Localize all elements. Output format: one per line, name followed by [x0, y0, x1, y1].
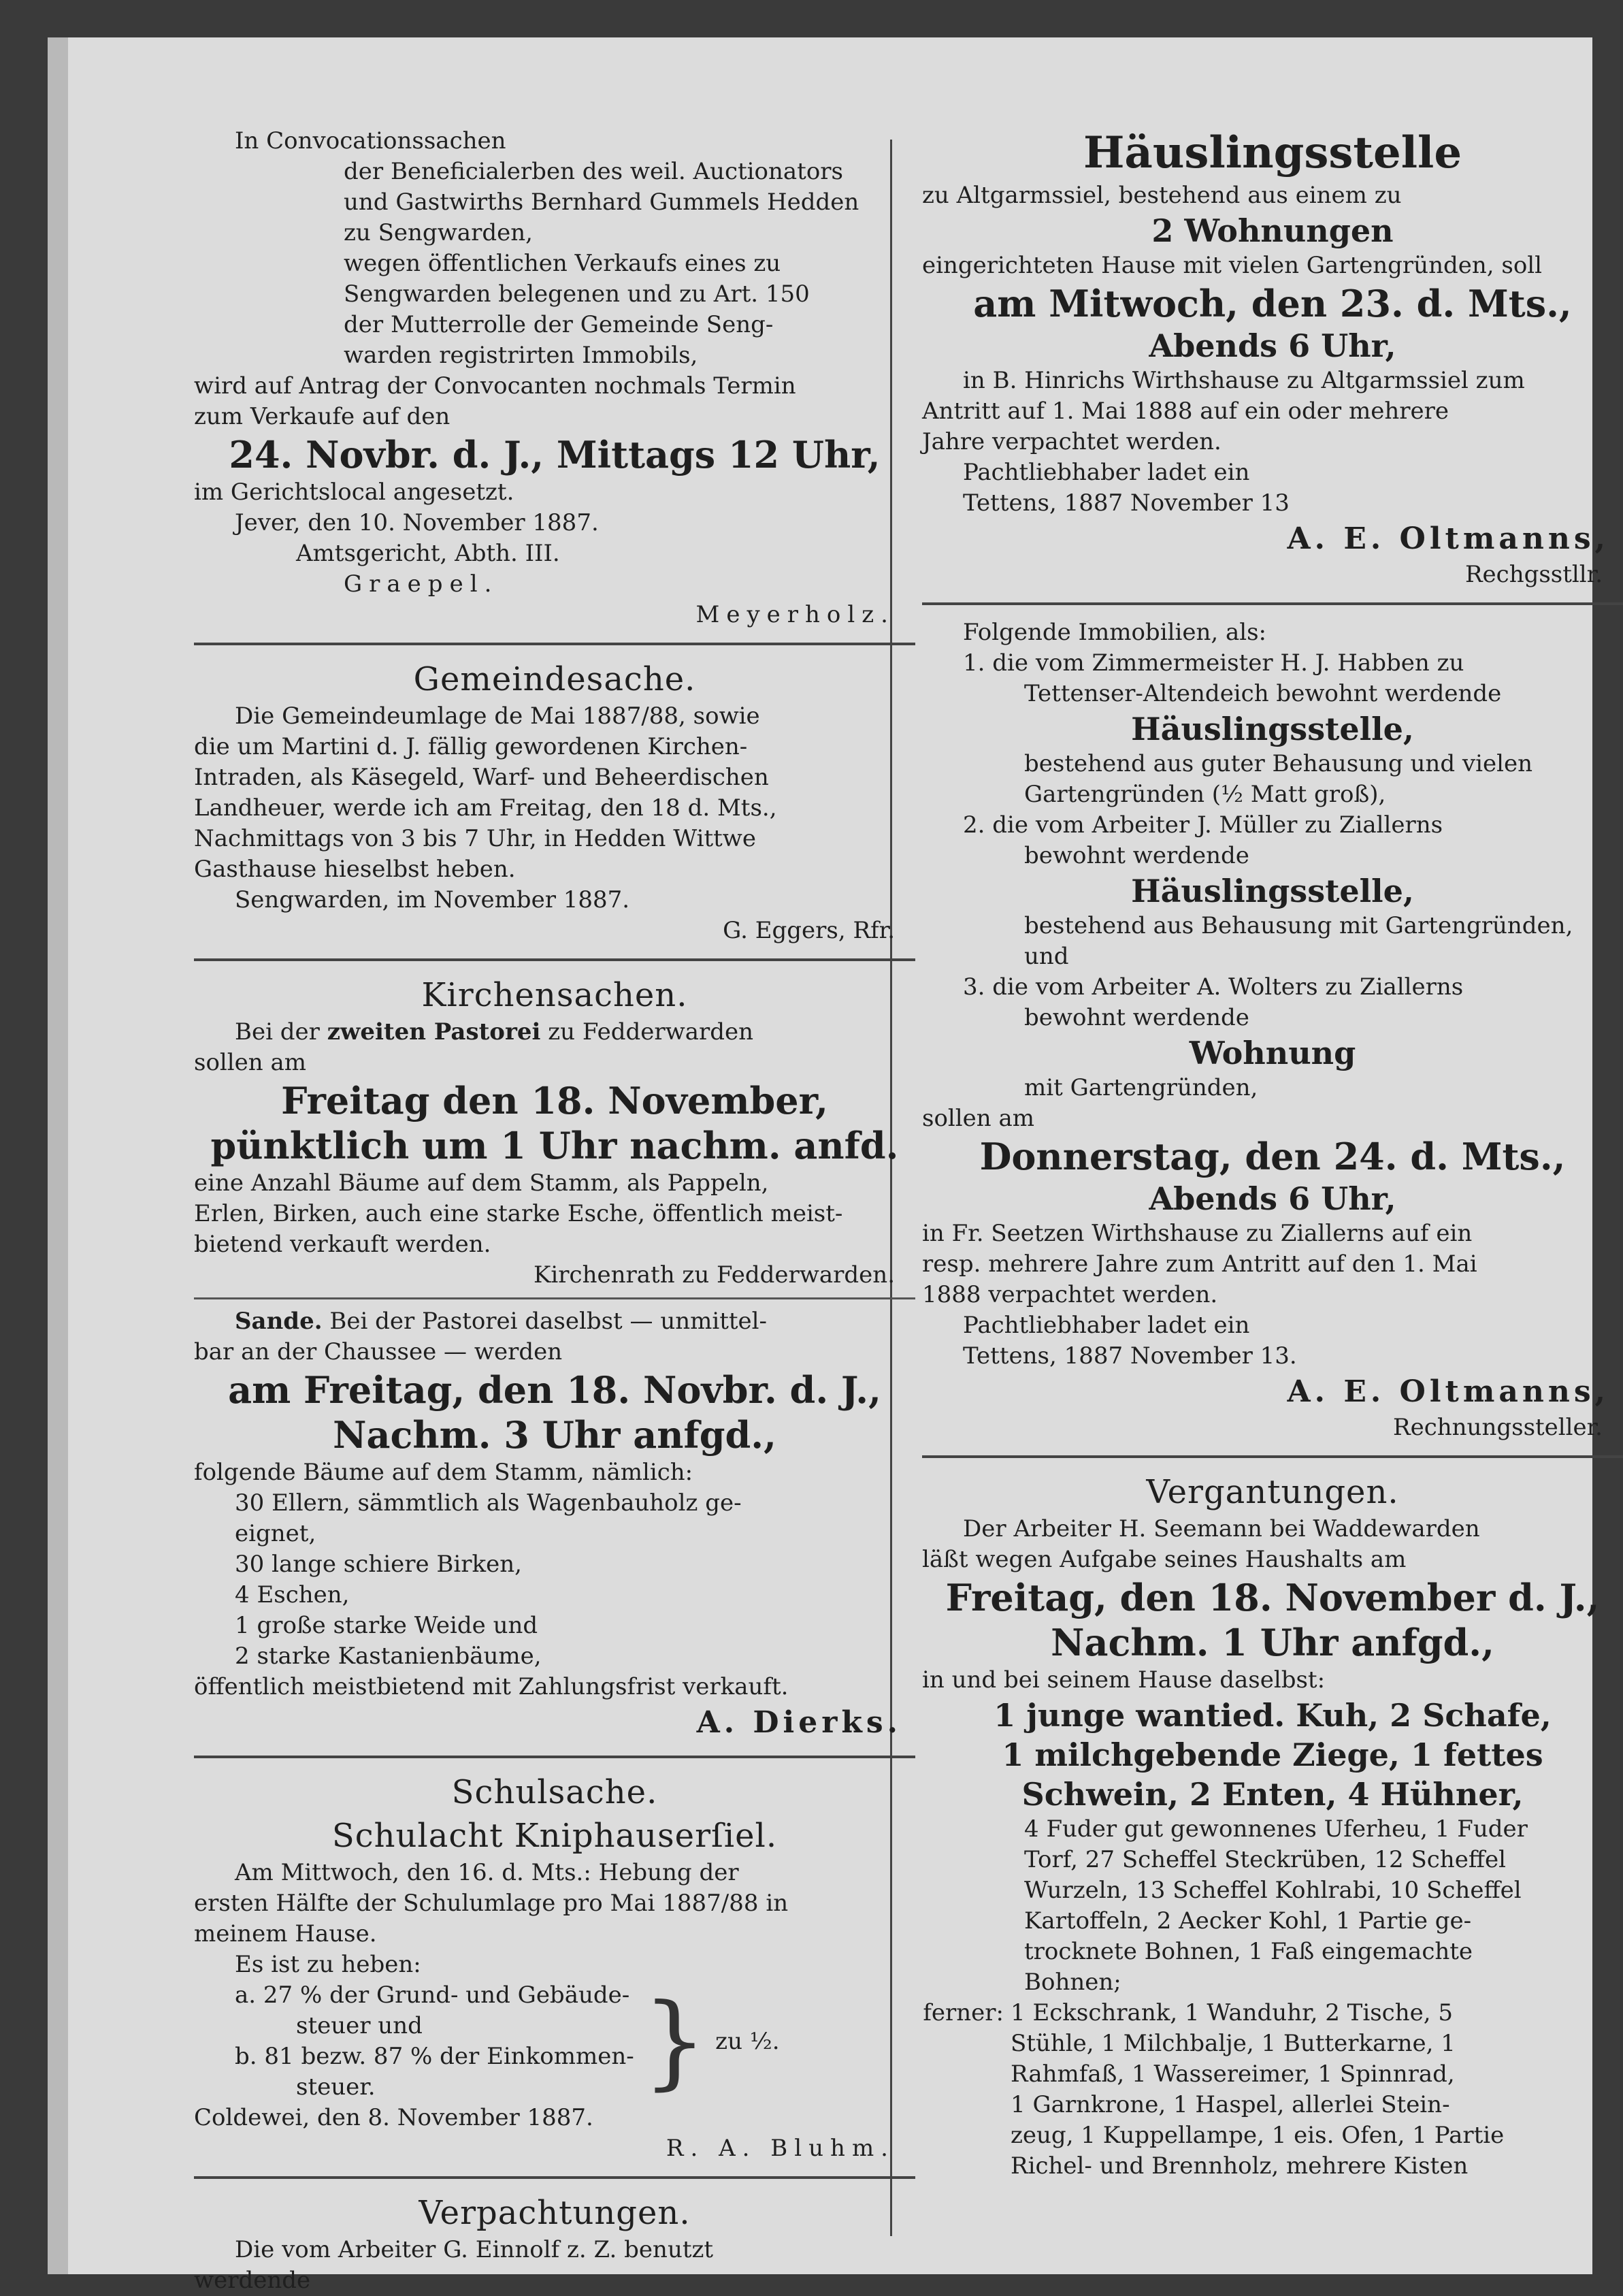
- list-item: zeug, 1 Kuppellampe, 1 eis. Ofen, 1 Partie: [1011, 2122, 1505, 2149]
- section-heading: Schulsache.: [451, 1773, 658, 1811]
- text-line: der Beneficialerben des weil. Auctionators: [344, 158, 844, 185]
- list-item: Richel- und Brennholz, mehrere Kisten: [1011, 2152, 1469, 2180]
- emphasis: zweiten Pastorei: [327, 1018, 541, 1046]
- auction-date: 24. Novbr. d. J., Mittags 12 Uhr,: [229, 433, 881, 476]
- text-line: der Mutterrolle der Gemeinde Seng-: [344, 311, 774, 338]
- text-line: Erlen, Birken, auch eine starke Esche, öffentlich meist-: [194, 1200, 843, 1227]
- text-line: bestehend aus Behausung mit Gartengründen,: [1024, 912, 1573, 939]
- tax-table: [194, 1980, 915, 2103]
- text-span: Bei der Pastorei daselbst — unmittel-: [329, 1308, 768, 1335]
- signature: R. A. Bluhm.: [666, 2135, 895, 2162]
- text-line: bar an der Chaussee — werden: [194, 1338, 563, 1365]
- text-line: Der Arbeiter H. Seemann bei Waddewarden: [963, 1515, 1480, 1542]
- list-item: Stühle, 1 Milchbalje, 1 Butterkarne, 1: [1011, 2030, 1456, 2057]
- signature-title: Rechnungssteller.: [1393, 1414, 1603, 1441]
- ferner-items: [1011, 1998, 1504, 2182]
- divider: [194, 643, 915, 645]
- text-line: wird auf Antrag der Convocanten nochmals Termin: [194, 372, 796, 400]
- text-line: sollen am: [194, 1049, 307, 1076]
- text-line: Coldewei, den 8. November 1887.: [194, 2104, 593, 2131]
- text-line: werdende: [194, 2267, 311, 2294]
- text-line: Tettenser-Altendeich bewohnt werdende: [1024, 680, 1502, 707]
- list-item: 2 starke Kastanienbäume,: [235, 1643, 542, 1670]
- newspaper-page: [48, 37, 1609, 2294]
- list-item: 3. die vom Arbeiter A. Wolters zu Ziallerns: [963, 973, 1464, 1001]
- livestock-line: 1 milchgebende Ziege, 1 fettes: [1002, 1736, 1543, 1773]
- sale-time: pünktlich um 1 Uhr nachm. anfd.: [210, 1124, 899, 1167]
- sale-date: am Freitag, den 18. Novbr. d. J.,: [228, 1368, 881, 1412]
- text-line: die um Martini d. J. fällig gewordenen Kirchen-: [194, 733, 748, 760]
- list-item: a. 27 % der Grund- und Gebäude-: [235, 1982, 630, 2009]
- list-item: steuer und: [296, 2012, 423, 2039]
- text-span: Bei der: [235, 1018, 320, 1046]
- signature: A. E. Oltmanns,: [1287, 1374, 1609, 1409]
- text-line: wegen öffentlichen Verkaufs eines zu: [344, 250, 781, 277]
- lease-time: Abends 6 Uhr,: [1149, 327, 1396, 364]
- text-line: bietend verkauft werden.: [194, 1231, 491, 1258]
- text-line: In Convocationssachen: [235, 127, 506, 155]
- text-line: folgende Bäume auf dem Stamm, nämlich:: [194, 1459, 693, 1486]
- text-line: Pachtliebhaber ladet ein: [963, 459, 1250, 486]
- list-item: steuer.: [296, 2073, 376, 2101]
- list-item: 1 große starke Weide und: [235, 1612, 538, 1639]
- text-line: Sengwarden belegenen und zu Art. 150: [344, 280, 810, 308]
- list-item: Bohnen;: [1024, 1969, 1121, 1996]
- list-item: Wurzeln, 13 Scheffel Kohlrabi, 10 Scheffel: [1024, 1877, 1522, 1904]
- text-line: Intraden, als Käsegeld, Warf- und Beheerdischen: [194, 764, 769, 791]
- list-item: trocknete Bohnen, 1 Faß eingemachte: [1024, 1938, 1473, 1965]
- text-line: Am Mittwoch, den 16. d. Mts.: Hebung der: [235, 1859, 739, 1886]
- text-line: Graepel.: [344, 570, 499, 598]
- text-line: bewohnt werdende: [1024, 1004, 1249, 1031]
- sande-notice: [194, 1306, 915, 1743]
- divider: [194, 958, 915, 961]
- text-line: Jever, den 10. November 1887.: [235, 509, 599, 536]
- lease-date: am Mitwoch, den 23. d. Mts.,: [973, 282, 1572, 325]
- section-heading: Vergantungen.: [1146, 1473, 1399, 1511]
- left-column: [194, 126, 915, 2296]
- text-line: Sengwarden, im November 1887.: [235, 886, 630, 913]
- text-line: in Fr. Seetzen Wirthshause zu Ziallerns auf ein: [922, 1220, 1473, 1247]
- item-title: Wohnung: [1189, 1035, 1356, 1071]
- section-heading: Verpachtungen.: [419, 2194, 691, 2232]
- divider: [922, 1455, 1623, 1458]
- schul-notice: [194, 1770, 915, 2164]
- sale-date: Freitag den 18. November,: [281, 1079, 828, 1122]
- divider: [922, 602, 1623, 605]
- signature: G. Eggers, Rfr.: [723, 917, 895, 944]
- list-item: 1. die vom Zimmermeister H. J. Habben zu: [963, 649, 1464, 677]
- kirchen-notice: [194, 973, 915, 1291]
- text-line: Die vom Arbeiter G. Einnolf z. Z. benutzt: [235, 2236, 714, 2263]
- text-line: Es ist zu heben:: [235, 1951, 421, 1978]
- text-line: Landheuer, werde ich am Freitag, den 18 d. Mts.,: [194, 794, 777, 822]
- page-edge-shadow: [48, 37, 68, 2274]
- list-item: 1 Eckschrank, 1 Wanduhr, 2 Tische, 5: [1011, 1999, 1453, 2026]
- text-line: Gartengründen (½ Matt groß),: [1024, 781, 1386, 808]
- notice-title: Häuslingsstelle: [1083, 127, 1462, 178]
- section-heading: Kirchensachen.: [421, 976, 688, 1014]
- place-name: Sande.: [235, 1308, 323, 1335]
- text-line: und: [1024, 943, 1069, 970]
- list-item: 2. die vom Arbeiter J. Müller zu Ziallerns: [963, 811, 1443, 839]
- signature: A. E. Oltmanns,: [1287, 521, 1609, 556]
- text-line: Amtsgericht, Abth. III.: [296, 540, 560, 567]
- list-item: Torf, 27 Scheffel Steckrüben, 12 Scheffel: [1024, 1846, 1506, 1873]
- ferner-block: [922, 1998, 1623, 2182]
- livestock-line: Schwein, 2 Enten, 4 Hühner,: [1021, 1776, 1524, 1813]
- text-line: [194, 1017, 915, 1048]
- text-line: resp. mehrere Jahre zum Antritt auf den 1. Mai: [922, 1250, 1477, 1278]
- text-line: [194, 1306, 915, 1337]
- section-subheading: Schulacht Kniphauserſiel.: [331, 1817, 778, 1855]
- text-line: zu Altgarmssiel, bestehend aus einem zu: [922, 182, 1402, 209]
- list-item: 30 lange schiere Birken,: [235, 1551, 522, 1578]
- list-item: 4 Fuder gut gewonnenes Uferheu, 1 Fuder: [1024, 1815, 1528, 1843]
- immobilien-notice: [922, 617, 1623, 1443]
- list-item: Rahmfaß, 1 Wassereimer, 1 Spinnrad,: [1011, 2060, 1455, 2088]
- gemeinde-notice: [194, 658, 915, 946]
- text-line: zum Verkaufe auf den: [194, 403, 450, 430]
- text-line: öffentlich meistbietend mit Zahlungsfrist verkauft.: [194, 1673, 789, 1700]
- text-line: in B. Hinrichs Wirthshause zu Altgarmssiel zum: [963, 367, 1525, 394]
- text-line: und Gastwirths Bernhard Gummels Hedden: [344, 189, 859, 216]
- auction-time: Nachm. 1 Uhr anfgd.,: [1051, 1621, 1494, 1664]
- list-item: Kartoffeln, 2 Aecker Kohl, 1 Partie ge-: [1024, 1907, 1472, 1935]
- lease-date: Donnerstag, den 24. d. Mts.,: [979, 1135, 1566, 1178]
- text-line: Tettens, 1887 November 13: [963, 489, 1290, 517]
- text-line: ersten Hälfte der Schulumlage pro Mai 1887/88 in: [194, 1890, 789, 1917]
- text-line: Die Gemeindeumlage de Mai 1887/88, sowie: [235, 702, 760, 730]
- signature: A. Dierks.: [696, 1705, 902, 1740]
- right-column: [922, 126, 1623, 2182]
- emphasis-line: 2 Wohnungen: [1151, 212, 1394, 249]
- text-span: zu Fedderwarden: [548, 1018, 754, 1046]
- signature-title: Rechgsstllr.: [1464, 561, 1603, 588]
- text-line: eine Anzahl Bäume auf dem Stamm, als Pappeln,: [194, 1169, 769, 1197]
- text-line: 1888 verpachtet werden.: [922, 1281, 1218, 1308]
- text-line: sollen am: [922, 1105, 1035, 1132]
- text-line: Folgende Immobilien, als:: [963, 619, 1267, 646]
- text-line: mit Gartengründen,: [1024, 1074, 1258, 1101]
- livestock-line: 1 junge wantied. Kuh, 2 Schafe,: [994, 1697, 1552, 1734]
- vergantungen-notice: [922, 1470, 1623, 2182]
- tax-items: [194, 1980, 634, 2103]
- divider: [194, 1297, 915, 1299]
- verpachtungen-notice: [194, 2191, 915, 2296]
- curly-brace: }: [642, 1982, 708, 2101]
- item-title: Häuslingsstelle,: [1131, 711, 1414, 747]
- divider: [194, 2176, 915, 2179]
- text-line: Nachmittags von 3 bis 7 Uhr, in Hedden Wittwe: [194, 825, 757, 852]
- list-item: 1 Garnkrone, 1 Haspel, allerlei Stein-: [1011, 2091, 1450, 2118]
- lease-time: Abends 6 Uhr,: [1149, 1180, 1396, 1217]
- divider: [194, 1756, 915, 1758]
- text-line: Antritt auf 1. Mai 1888 auf ein oder mehrere: [922, 398, 1449, 425]
- signature: Kirchenrath zu Fedderwarden.: [534, 1261, 895, 1289]
- text-line: warden registrirten Immobils,: [344, 342, 698, 369]
- list-item: eignet,: [235, 1520, 316, 1547]
- signature: Meyerholz.: [695, 601, 895, 628]
- list-item: 30 Ellern, sämmtlich als Wagenbauholz ge-: [235, 1489, 742, 1517]
- text-line: Jahre verpachtet werden.: [922, 428, 1222, 455]
- auction-date: Freitag, den 18. November d. J.,: [945, 1576, 1600, 1619]
- text-line: Pachtliebhaber ladet ein: [963, 1312, 1250, 1339]
- text-line: meinem Hause.: [194, 1920, 377, 1947]
- section-heading: Gemeindesache.: [413, 660, 696, 698]
- text-line: Tettens, 1887 November 13.: [963, 1342, 1297, 1370]
- list-item: 4 Eschen,: [235, 1581, 350, 1608]
- text-line: in und bei seinem Hause daselbst:: [922, 1666, 1326, 1694]
- text-line: läßt wegen Aufgabe seines Haushalts am: [922, 1546, 1407, 1573]
- item-title: Häuslingsstelle,: [1131, 873, 1414, 909]
- ferner-label: ferner:: [923, 1999, 1004, 2026]
- text-line: zu Sengwarden,: [344, 219, 533, 246]
- list-item: b. 81 bezw. 87 % der Einkommen-: [235, 2043, 634, 2070]
- sale-time: Nachm. 3 Uhr anfgd.,: [333, 1413, 776, 1457]
- text-line: Gasthause hieselbst heben.: [194, 856, 516, 883]
- text-line: im Gerichtslocal angesetzt.: [194, 479, 514, 506]
- haeusling-notice: [922, 126, 1623, 590]
- convocation-notice: [194, 126, 915, 630]
- text-line: eingerichteten Hause mit vielen Gartengründen, soll: [922, 252, 1543, 279]
- text-line: bestehend aus guter Behausung und vielen: [1024, 750, 1532, 777]
- brace-value: zu ½.: [715, 2028, 780, 2055]
- text-line: bewohnt werdende: [1024, 842, 1249, 869]
